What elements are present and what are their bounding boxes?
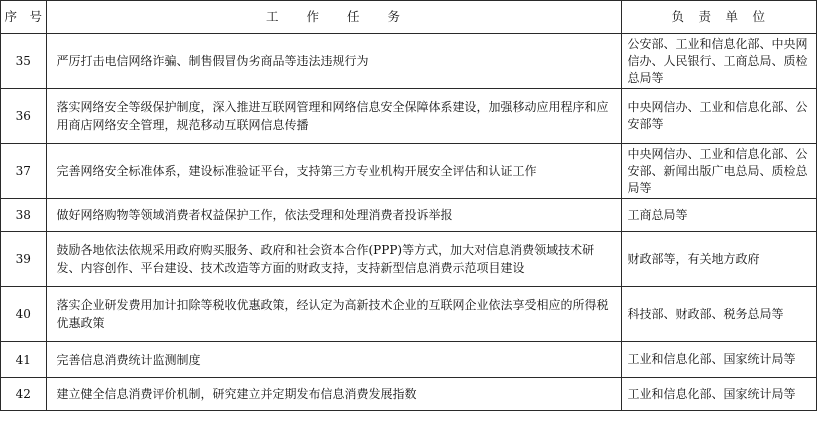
- row-task: 落实企业研发费用加计扣除等税收优惠政策，经认定为高新技术企业的互联网企业依法享受相应的所得税优惠政策: [46, 287, 621, 342]
- table-row: [1, 34, 817, 89]
- header-responsible-unit: 负 责 单 位: [621, 1, 816, 34]
- header-work-task: 工 作 任 务: [46, 1, 621, 34]
- row-unit: 工业和信息化部、国家统计局等: [621, 378, 816, 411]
- row-number: 37: [1, 144, 47, 199]
- table-row: [1, 232, 817, 287]
- table-row: [1, 89, 817, 144]
- row-number: 41: [1, 342, 47, 378]
- row-unit: 科技部、财政部、税务总局等: [621, 287, 816, 342]
- row-task: 做好网络购物等领域消费者权益保护工作，依法受理和处理消费者投诉举报: [46, 199, 621, 232]
- row-number: 35: [1, 34, 47, 89]
- row-task: 完善信息消费统计监测制度: [46, 342, 621, 378]
- table-row: [1, 144, 817, 199]
- row-number: 42: [1, 378, 47, 411]
- table-row: [1, 199, 817, 232]
- table-row: [1, 287, 817, 342]
- row-unit: 工业和信息化部、国家统计局等: [621, 342, 816, 378]
- header-serial-number: 序 号: [1, 1, 47, 34]
- row-task: 建立健全信息消费评价机制，研究建立并定期发布信息消费发展指数: [46, 378, 621, 411]
- row-task: 落实网络安全等级保护制度，深入推进互联网管理和网络信息安全保障体系建设，加强移动应用程序和应用商店网络安全管理，规范移动互联网信息传播: [46, 89, 621, 144]
- row-unit: 中央网信办、工业和信息化部、公安部、新闻出版广电总局、质检总局等: [621, 144, 816, 199]
- row-task: 严厉打击电信网络诈骗、制售假冒伪劣商品等违法违规行为: [46, 34, 621, 89]
- row-unit: 公安部、工业和信息化部、中央网信办、人民银行、工商总局、质检总局等: [621, 34, 816, 89]
- row-task: 鼓励各地依法依规采用政府购买服务、政府和社会资本合作(PPP)等方式，加大对信息消费领域技术研发、内容创作、平台建设、技术改造等方面的财政支持，支持新型信息消费示范项目建设: [46, 232, 621, 287]
- row-unit: 财政部等，有关地方政府: [621, 232, 816, 287]
- table-row: [1, 342, 817, 378]
- row-task: 完善网络安全标准体系，建设标准验证平台，支持第三方专业机构开展安全评估和认证工作: [46, 144, 621, 199]
- row-number: 38: [1, 199, 47, 232]
- row-unit: 中央网信办、工业和信息化部、公安部等: [621, 89, 816, 144]
- row-unit: 工商总局等: [621, 199, 816, 232]
- row-number: 40: [1, 287, 47, 342]
- row-number: 36: [1, 89, 47, 144]
- table-header-row: [1, 1, 817, 34]
- row-number: 39: [1, 232, 47, 287]
- table-row: [1, 378, 817, 411]
